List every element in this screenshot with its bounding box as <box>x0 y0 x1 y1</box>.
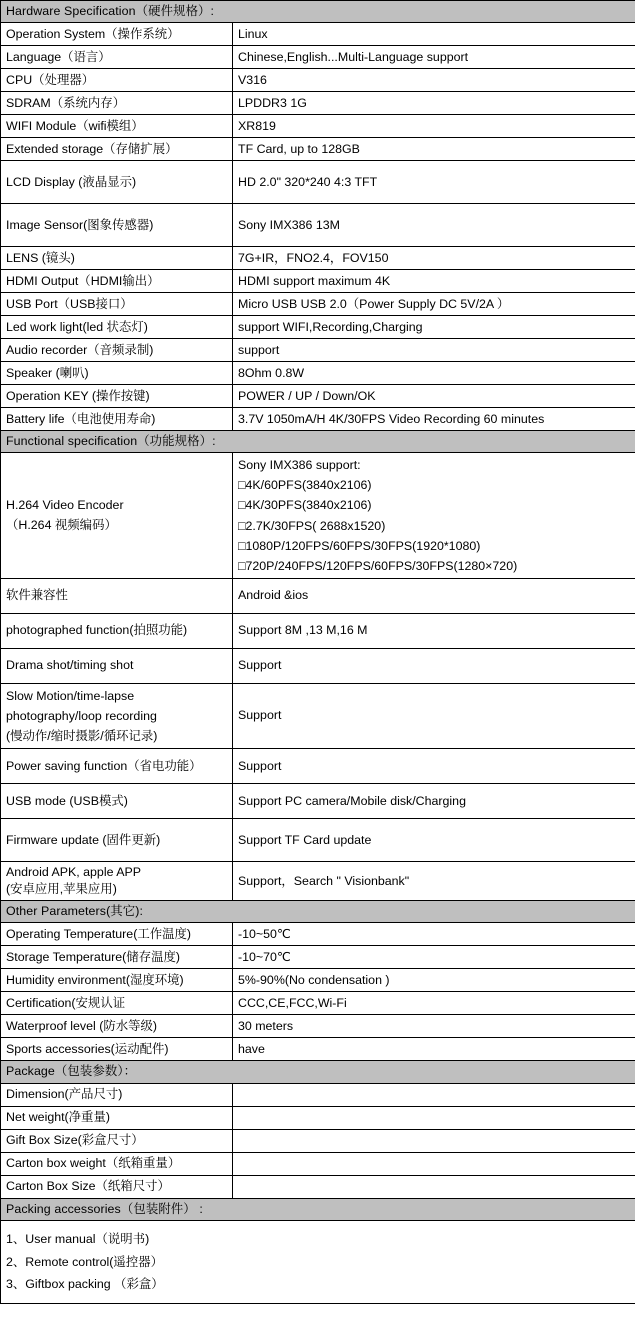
slow-motion-label-line: photography/loop recording <box>6 708 157 723</box>
table-row <box>1 969 635 992</box>
mobile-app-label-line: Android APK, apple APP <box>6 865 142 880</box>
table-row <box>1 138 635 161</box>
encoder-value-line: □2.7K/30FPS( 2688x1520) <box>238 518 386 533</box>
row-label: USB mode (USB模式) <box>1 784 233 819</box>
row-label-slow-motion <box>1 683 233 748</box>
row-label: Certification(安规认证 <box>1 992 233 1015</box>
row-value: Support TF Card update <box>233 819 635 862</box>
table-row <box>1 270 635 293</box>
row-label: Dimension(产品尺寸) <box>1 1083 233 1106</box>
row-value <box>233 1129 635 1152</box>
table-row <box>1 613 635 648</box>
encoder-value-line: □4K/60PFS(3840x2106) <box>238 478 372 493</box>
table-row <box>1 784 635 819</box>
row-label: Storage Temperature(储存温度) <box>1 946 233 969</box>
row-label: Led work light(led 状态灯) <box>1 316 233 339</box>
row-value <box>233 1106 635 1129</box>
row-value: CCC,CE,FCC,Wi-Fi <box>233 992 635 1015</box>
row-label: LENS (镜头) <box>1 247 233 270</box>
table-row <box>1 946 635 969</box>
row-label: Audio recorder（音频录制) <box>1 339 233 362</box>
table-row <box>1 1175 635 1198</box>
table-row <box>1 1152 635 1175</box>
row-label: Power saving function（省电功能） <box>1 749 233 784</box>
row-value: Micro USB USB 2.0（Power Supply DC 5V/2A ） <box>233 293 635 316</box>
table-row <box>1 1038 635 1061</box>
row-label: Language（语言） <box>1 46 233 69</box>
encoder-label-line: （H.264 视频编码） <box>6 517 117 532</box>
row-label: Waterproof level (防水等级) <box>1 1015 233 1038</box>
slow-motion-label-lines <box>6 686 228 746</box>
row-label: LCD Display (液晶显示) <box>1 161 233 204</box>
row-label: WIFI Module（wifi模组） <box>1 115 233 138</box>
encoder-label-lines <box>6 496 228 534</box>
section-heading-other: Other Parameters(其它): <box>1 901 635 923</box>
row-value <box>233 1083 635 1106</box>
table-row <box>1 293 635 316</box>
row-value-video-encoder <box>233 453 635 579</box>
row-value: Android &ios <box>233 578 635 613</box>
row-label: Battery life（电池使用寿命) <box>1 408 233 431</box>
row-label: Carton Box Size（纸箱尺寸） <box>1 1175 233 1198</box>
table-row <box>1 161 635 204</box>
row-value: -10~50℃ <box>233 923 635 946</box>
row-value <box>233 1152 635 1175</box>
row-value: Sony IMX386 13M <box>233 204 635 247</box>
table-row <box>1 992 635 1015</box>
row-value: Support PC camera/Mobile disk/Charging <box>233 784 635 819</box>
section-heading-functional: Functional specification（功能规格）: <box>1 431 635 453</box>
table-row <box>1 115 635 138</box>
row-value: 7G+IR，FNO2.4，FOV150 <box>233 247 635 270</box>
row-label-video-encoder <box>1 453 233 579</box>
table-row-mobile-app <box>1 862 635 901</box>
encoder-value-line: □720P/240FPS/120FPS/60FPS/30FPS(1280×720) <box>238 558 518 573</box>
row-label: Firmware update (固件更新) <box>1 819 233 862</box>
slow-motion-label-line: Slow Motion/time-lapse <box>6 688 135 703</box>
row-label: 软件兼容性 <box>1 578 233 613</box>
row-label: CPU（处理器） <box>1 69 233 92</box>
section-header-row-other <box>1 901 635 923</box>
row-label: Net weight(净重量) <box>1 1106 233 1129</box>
table-row <box>1 923 635 946</box>
row-label: photographed function(拍照功能) <box>1 613 233 648</box>
row-value: 3.7V 1050mA/H 4K/30FPS Video Recording 60 minutes <box>233 408 635 431</box>
row-value: support WIFI,Recording,Charging <box>233 316 635 339</box>
row-label-mobile-app <box>1 862 233 901</box>
row-label: SDRAM（系统内存） <box>1 92 233 115</box>
row-label: USB Port（USB接口） <box>1 293 233 316</box>
packing-accessories-list <box>1 1220 635 1303</box>
table-row <box>1 247 635 270</box>
row-label: Carton box weight（纸箱重量） <box>1 1152 233 1175</box>
row-label: Image Sensor(图象传感器) <box>1 204 233 247</box>
row-label: Drama shot/timing shot <box>1 648 233 683</box>
list-item: 2、Remote control(遥控器） <box>6 1254 163 1269</box>
row-value-slow-motion: Support <box>233 683 635 748</box>
table-row-slow-motion <box>1 683 635 748</box>
row-value: Linux <box>233 23 635 46</box>
table-row <box>1 23 635 46</box>
table-row-video-encoder <box>1 453 635 579</box>
mobile-app-label-line: (安卓应用,苹果应用) <box>6 882 117 897</box>
row-value: HDMI support maximum 4K <box>233 270 635 293</box>
section-heading-package: Package（包装参数）： <box>1 1061 635 1083</box>
table-row <box>1 46 635 69</box>
row-value: 5%-90%(No condensation ) <box>233 969 635 992</box>
encoder-value-line: Sony IMX386 support: <box>238 458 361 473</box>
row-value: have <box>233 1038 635 1061</box>
section-header-row-package <box>1 1061 635 1083</box>
list-item: 3、Giftbox packing （彩盒） <box>6 1276 164 1291</box>
row-label: Humidity environment(湿度环境) <box>1 969 233 992</box>
section-header-row-packing-accessories <box>1 1198 635 1220</box>
table-row <box>1 385 635 408</box>
row-value-mobile-app: Support，Search " Visionbank" <box>233 862 635 901</box>
section-heading-hardware: Hardware Specification（硬件规格）: <box>1 1 635 23</box>
row-label: Speaker (喇叭) <box>1 362 233 385</box>
encoder-value-line: □1080P/120FPS/60FPS/30FPS(1920*1080) <box>238 538 481 553</box>
table-row <box>1 749 635 784</box>
table-row <box>1 204 635 247</box>
row-value: Support <box>233 749 635 784</box>
row-value: 30 meters <box>233 1015 635 1038</box>
row-value: LPDDR3 1G <box>233 92 635 115</box>
row-value: -10~70℃ <box>233 946 635 969</box>
row-value: 8Ohm 0.8W <box>233 362 635 385</box>
table-row <box>1 408 635 431</box>
table-row <box>1 92 635 115</box>
row-value <box>233 1175 635 1198</box>
row-value: Chinese,English...Multi-Language support <box>233 46 635 69</box>
encoder-label-line: H.264 Video Encoder <box>6 498 124 513</box>
table-row <box>1 648 635 683</box>
table-row <box>1 578 635 613</box>
row-value: support <box>233 339 635 362</box>
row-value: POWER / UP / Down/OK <box>233 385 635 408</box>
list-item: 1、User manual（说明书) <box>6 1232 150 1247</box>
row-value: Support 8M ,13 M,16 M <box>233 613 635 648</box>
row-label: Operation KEY (操作按键) <box>1 385 233 408</box>
table-row <box>1 1083 635 1106</box>
table-row <box>1 1106 635 1129</box>
row-value: HD 2.0" 320*240 4:3 TFT <box>233 161 635 204</box>
encoder-value-line: □4K/30PFS(3840x2106) <box>238 498 372 513</box>
slow-motion-label-line: (慢动作/缩时摄影/循环记录) <box>6 728 158 743</box>
row-label: Gift Box Size(彩盒尺寸） <box>1 1129 233 1152</box>
mobile-app-label-lines <box>6 864 228 898</box>
section-heading-packing-accessories: Packing accessories（包装附件） : <box>1 1198 635 1220</box>
row-value: XR819 <box>233 115 635 138</box>
table-row <box>1 316 635 339</box>
row-label: Extended storage（存储扩展） <box>1 138 233 161</box>
section-header-row-functional <box>1 431 635 453</box>
table-row <box>1 339 635 362</box>
table-row-packing-accessories-list <box>1 1220 635 1303</box>
table-row <box>1 819 635 862</box>
specification-table-body <box>1 1 635 1304</box>
table-row <box>1 1129 635 1152</box>
row-label: Operating Temperature(工作温度) <box>1 923 233 946</box>
section-header-row-hardware <box>1 1 635 23</box>
encoder-value-lines <box>238 455 631 576</box>
row-label: Operation System（操作系统） <box>1 23 233 46</box>
row-value: Support <box>233 648 635 683</box>
row-value: V316 <box>233 69 635 92</box>
table-row <box>1 1015 635 1038</box>
row-label: HDMI Output（HDMI输出） <box>1 270 233 293</box>
table-row <box>1 69 635 92</box>
row-value: TF Card, up to 128GB <box>233 138 635 161</box>
row-label: Sports accessories(运动配件) <box>1 1038 233 1061</box>
table-row <box>1 362 635 385</box>
